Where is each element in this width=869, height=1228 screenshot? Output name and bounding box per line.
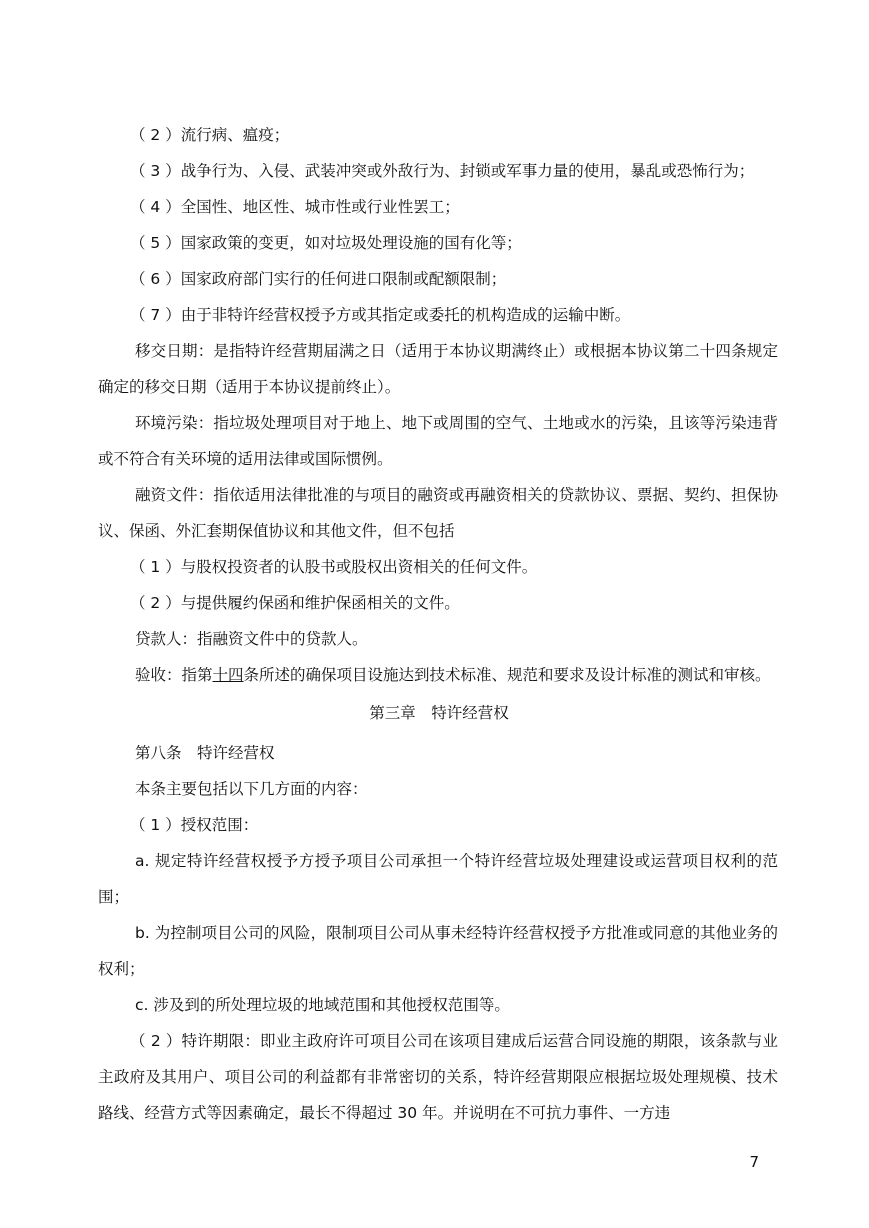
definition-financing-documents: 融资文件：指依适用法律批准的与项目的融资或再融资相关的贷款协议、票据、契约、担保协议、保函、外汇套期保值协议和其他文件，但不包括 bbox=[98, 486, 778, 540]
definition-acceptance-text-before: 验收：指第 bbox=[135, 666, 213, 684]
definition-environmental-pollution: 环境污染：指垃圾处理项目对于地上、地下或周围的空气、土地或水的污染，且该等污染违背或不符合有关环境的适用法律或国际惯例。 bbox=[98, 414, 778, 468]
list-item-financing-1: （ 1 ）与股权投资者的认股书或股权出资相关的任何文件。 bbox=[130, 558, 538, 576]
definition-acceptance-text-after: 条所述的确保项目设施达到技术标准、规范和要求及设计标准的测试和审核。 bbox=[243, 666, 771, 684]
term-paragraph: （ 2 ）特许期限：即业主政府许可项目公司在该项目建成后运营合同设施的期限，该条款与业主政府及其用户、项目公司的利益都有非常密切的关系，特许经营期限应根据垃圾处理规模、技术路线、经营方式等因素确定，最长不得超过 30 年。并说明在不可抗力事件、一方违 bbox=[98, 1032, 778, 1122]
scope-item-a: a. 规定特许经营权授予方授予项目公司承担一个特许经营垃圾处理建设或运营项目权利的范围； bbox=[98, 852, 778, 906]
definition-transfer-date: 移交日期：是指特许经营期届满之日（适用于本协议期满终止）或根据本协议第二十四条规定确定的移交日期（适用于本协议提前终止）。 bbox=[98, 342, 778, 396]
article-intro: 本条主要包括以下几方面的内容： bbox=[135, 780, 368, 798]
list-item-force-majeure-5: （ 5 ）国家政策的变更，如对垃圾处理设施的国有化等； bbox=[130, 234, 522, 252]
list-item-force-majeure-4: （ 4 ）全国性、地区性、城市性或行业性罢工； bbox=[130, 198, 460, 216]
list-item-force-majeure-2: （ 2 ）流行病、瘟疫； bbox=[130, 126, 290, 144]
page-number: 7 bbox=[749, 1153, 759, 1171]
chapter-title: 第三章 特许经营权 bbox=[369, 704, 509, 722]
page-content bbox=[98, 117, 778, 1131]
definition-lender: 贷款人：指融资文件中的贷款人。 bbox=[135, 630, 368, 648]
scope-item-b: b. 为控制项目公司的风险，限制项目公司从事未经特许经营权授予方批准或同意的其他业务的权利； bbox=[98, 924, 778, 978]
article-reference-link[interactable]: 十四 bbox=[212, 666, 244, 684]
scope-item-c: c. 涉及到的所处理垃圾的地域范围和其他授权范围等。 bbox=[135, 996, 510, 1014]
list-item-force-majeure-6: （ 6 ）国家政府部门实行的任何进口限制或配额限制； bbox=[130, 270, 507, 288]
list-item-force-majeure-7: （ 7 ）由于非特许经营权授予方或其指定或委托的机构造成的运输中断。 bbox=[130, 306, 631, 324]
scope-heading: （ 1 ）授权范围： bbox=[130, 816, 259, 834]
article-title: 第八条 特许经营权 bbox=[135, 744, 275, 762]
list-item-force-majeure-3: （ 3 ）战争行为、入侵、武装冲突或外敌行为、封锁或军事力量的使用，暴乱或恐怖行为； bbox=[130, 162, 755, 180]
list-item-financing-2: （ 2 ）与提供履约保函和维护保函相关的文件。 bbox=[130, 594, 460, 612]
definition-acceptance bbox=[98, 657, 778, 693]
